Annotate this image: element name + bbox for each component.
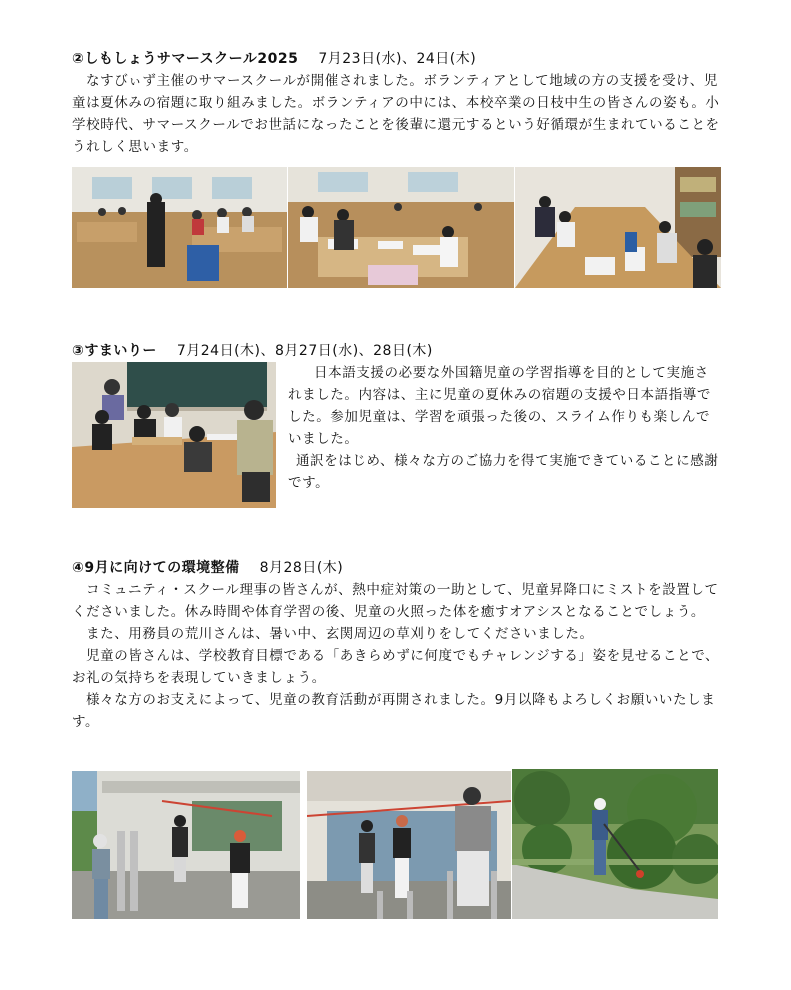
section4-body (72, 579, 722, 733)
section4-heading (72, 557, 343, 577)
summer-school-photo-1 (72, 167, 287, 288)
section2-title: ②しもしょうサマースクール2025 (72, 51, 299, 67)
section4-body-2: また、用務員の荒川さんは、暑い中、玄関周辺の草刈りをしてくださいました。 (86, 626, 594, 642)
mist-installation-photo-1 (72, 771, 300, 919)
section3-date: 7月24日(木)、8月27日(水)、28日(木) (176, 343, 433, 359)
section2-body: なすびぃず主催のサマースクールが開催されました。ボランティアとして地域の方の支援を受け、児童は夏休みの宿題に取り組みました。ボランティアの中には、本校卒業の日枝中生の皆さんの姿も。小学校時代、サマースクールでお世話になったことを後輩に還元するという好循環が生まれていることをうれしく思います。 (72, 73, 720, 155)
section4-body-4: 様々な方のお支えによって、児童の教育活動が再開されました。9月以降もよろしくお願いいたします。 (72, 692, 716, 730)
section3-body (288, 362, 722, 494)
section4-date: 8月28日(木) (259, 560, 344, 576)
section2-date: 7月23日(水)、24日(木) (318, 51, 477, 67)
summer-school-photo-3 (515, 167, 721, 288)
section4-body-1: コミュニティ・スクール理事の皆さんが、熱中症対策の一助として、児童昇降口にミストを設置してくださいました。休み時間や体育学習の後、児童の火照った体を癒すオアシスとなることでしょう。 (72, 582, 719, 620)
smiley-class-photo (72, 362, 276, 508)
section3-heading (72, 340, 433, 360)
mist-installation-photo-2 (307, 771, 511, 919)
grass-cutting-photo (512, 769, 718, 919)
section3-title: ③すまいりー (72, 343, 157, 359)
section3-body-2: 通訳をはじめ、様々な方のご協力を得て実施できていることに感謝です。 (288, 453, 719, 491)
section4-title: ④9月に向けての環境整備 (72, 560, 240, 576)
section2-heading (72, 48, 476, 68)
section4-body-3: 児童の皆さんは、学校教育目標である「あきらめずに何度でもチャレンジする」姿を見せることで、お礼の気持ちを表現していきましょう。 (72, 648, 720, 686)
summer-school-photo-2 (288, 167, 514, 288)
section3-body-1: 日本語支援の必要な外国籍児童の学習指導を目的として実施されました。内容は、主に児童の夏休みの宿題の支援や日本語指導でした。参加児童は、学習を頑張った後の、スライム作りも楽しんでいました。 (288, 365, 711, 447)
